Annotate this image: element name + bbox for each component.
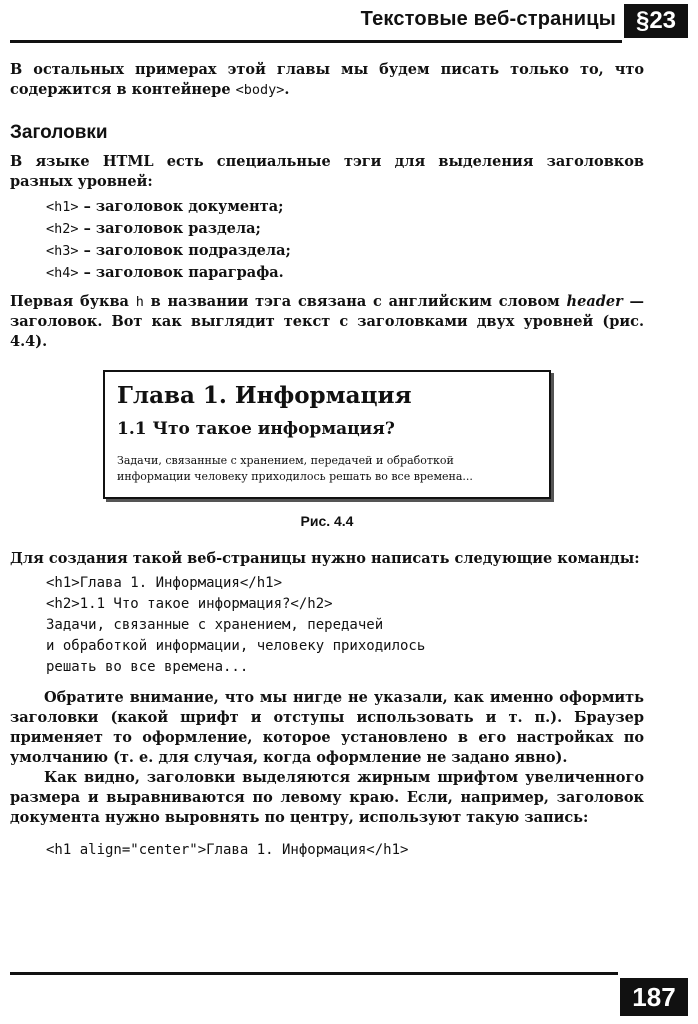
figure-heading-2: 1.1 Что такое информация? [117, 419, 395, 439]
body-tag: <body> [235, 82, 285, 98]
code-listing: <h1>Глава 1. Информация</h1> <h2>1.1 Что такое информация?</h2> Задачи, связанные с хранением, передачей и обработкой информации, человеку приходилось решать во все времена... [46, 575, 426, 675]
list-item: <h3> – заголовок подраздела; [46, 242, 291, 259]
letter-h-paragraph: Первая буква h в названии тэга связана с английским словом header — заголовок. Вот как выглядит текст с заголовками двух уровней (рис. 4.4). [10, 293, 644, 350]
list-item: <h1> – заголовок документа; [46, 198, 284, 215]
page-number: 187 [620, 978, 688, 1016]
page-body [10, 60, 644, 871]
figure-caption: Рис. 4.4 [300, 513, 354, 529]
headings-intro-paragraph: В языке HTML есть специальные тэги для выделения заголовков разных уровней: [10, 153, 644, 190]
create-paragraph: Для создания такой веб-страницы нужно написать следующие команды: [10, 550, 640, 567]
list-item: <h2> – заголовок раздела; [46, 220, 261, 237]
figure-heading-1: Глава 1. Информация [117, 382, 412, 409]
figure-4-4 [103, 370, 551, 499]
figure-text: Задачи, связанные с хранением, передачей и обработкой информации человеку приходилось решать во все времена... [117, 454, 473, 483]
section-heading: Заголовки [10, 122, 108, 143]
running-title: Текстовые веб-страницы [360, 8, 616, 30]
footer-divider [10, 972, 618, 975]
align-code: <h1 align="center">Глава 1. Информация</h1> [46, 842, 409, 858]
align-paragraph: Как видно, заголовки выделяются жирным шрифтом увеличенного размера и выравниваются по левому краю. Если, например, заголовок документа нужно выровнять по центру, используют такую запись: [10, 769, 644, 826]
header-divider [10, 40, 622, 43]
list-item: <h4> – заголовок параграфа. [46, 264, 284, 281]
headings-list [46, 196, 644, 284]
note-paragraph: Обратите внимание, что мы нигде не указали, как именно оформить заголовки (какой шрифт и отступы использовать и т. п.). Браузер применяет то оформление, которое установлено в его настройках по умолчанию (т. е. для случая, когда оформление не задано явно). [10, 689, 644, 766]
intro-paragraph: В остальных примерах этой главы мы будем писать только то, что содержится в контейнере <body>. [10, 61, 644, 98]
section-number-badge: §23 [624, 4, 688, 38]
